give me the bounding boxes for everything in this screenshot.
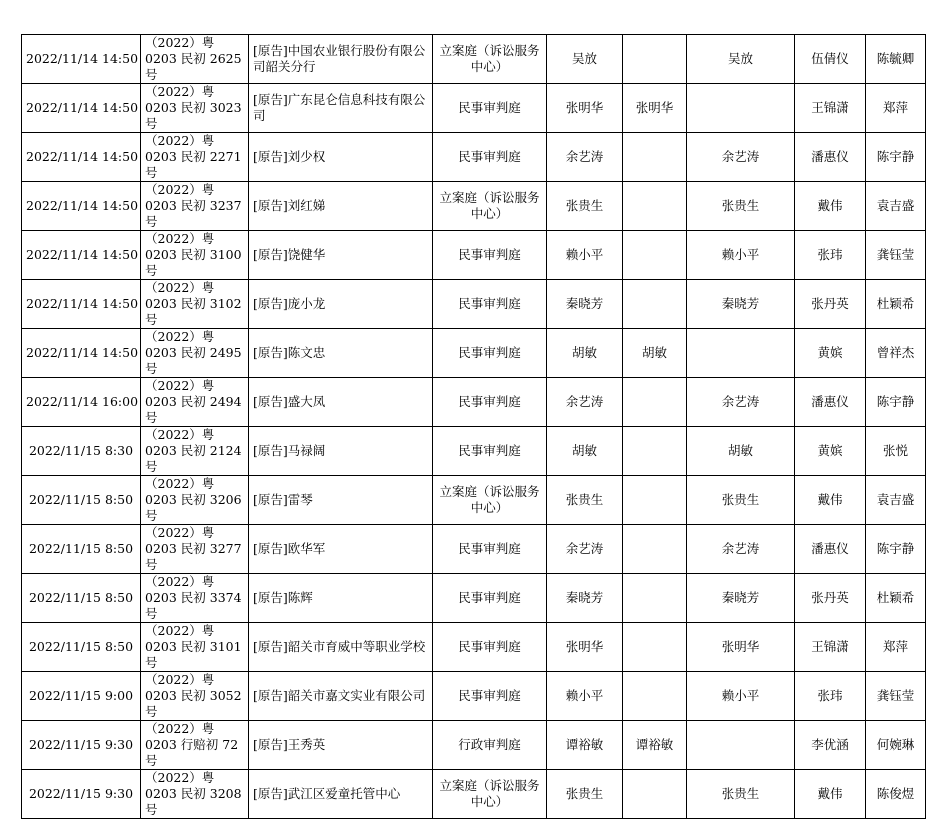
clerk-cell: 龚钰莹: [866, 672, 926, 721]
judge-cell: 张贵生: [547, 770, 623, 819]
judge-cell: 张明华: [547, 84, 623, 133]
presiding-judge-cell: [623, 623, 687, 672]
clerk-cell: 张悦: [866, 427, 926, 476]
case-number-cell: （2022）粤 0203 民初 3277 号: [141, 525, 249, 574]
tribunal-cell: 民事审判庭: [433, 329, 547, 378]
assistant-cell: 潘惠仪: [795, 378, 866, 427]
hearing-time-cell: 2022/11/15 9:30: [22, 770, 141, 819]
judge-cell: 余艺涛: [547, 378, 623, 427]
tribunal-cell: 行政审判庭: [433, 721, 547, 770]
hearing-schedule-table: [21, 34, 926, 819]
clerk-cell: 曾祥杰: [866, 329, 926, 378]
assistant-cell: 戴伟: [795, 770, 866, 819]
table-row: [22, 574, 926, 623]
assistant-cell: 戴伟: [795, 476, 866, 525]
tribunal-cell: 民事审判庭: [433, 280, 547, 329]
party-name-cell: [原告]饶健华: [249, 231, 433, 280]
case-number-cell: （2022）粤 0203 民初 3208 号: [141, 770, 249, 819]
assistant-cell: 黄嫔: [795, 329, 866, 378]
panel-member-cell: [687, 84, 795, 133]
clerk-cell: 陈宇静: [866, 133, 926, 182]
hearing-time-cell: 2022/11/14 14:50: [22, 231, 141, 280]
table-row: [22, 476, 926, 525]
party-name-cell: [原告]韶关市育威中等职业学校: [249, 623, 433, 672]
case-number-cell: （2022）粤 0203 民初 3052 号: [141, 672, 249, 721]
table-row: [22, 84, 926, 133]
table-row: [22, 35, 926, 84]
hearing-time-cell: 2022/11/15 8:50: [22, 525, 141, 574]
judge-cell: 秦晓芳: [547, 574, 623, 623]
case-number-cell: （2022）粤 0203 民初 2494 号: [141, 378, 249, 427]
clerk-cell: 杜颖希: [866, 574, 926, 623]
clerk-cell: 龚钰莹: [866, 231, 926, 280]
case-number-cell: （2022）粤 0203 民初 3206 号: [141, 476, 249, 525]
hearing-time-cell: 2022/11/14 14:50: [22, 133, 141, 182]
judge-cell: 张明华: [547, 623, 623, 672]
table-row: [22, 378, 926, 427]
hearing-time-cell: 2022/11/14 14:50: [22, 182, 141, 231]
tribunal-cell: 民事审判庭: [433, 427, 547, 476]
panel-member-cell: [687, 329, 795, 378]
hearing-time-cell: 2022/11/14 14:50: [22, 35, 141, 84]
party-name-cell: [原告]刘少权: [249, 133, 433, 182]
panel-member-cell: 胡敏: [687, 427, 795, 476]
tribunal-cell: 民事审判庭: [433, 231, 547, 280]
assistant-cell: 戴伟: [795, 182, 866, 231]
clerk-cell: 陈毓卿: [866, 35, 926, 84]
hearing-time-cell: 2022/11/15 8:50: [22, 476, 141, 525]
tribunal-cell: 立案庭（诉讼服务中心）: [433, 182, 547, 231]
party-name-cell: [原告]庞小龙: [249, 280, 433, 329]
clerk-cell: 袁吉盛: [866, 476, 926, 525]
clerk-cell: 陈宇静: [866, 525, 926, 574]
presiding-judge-cell: [623, 672, 687, 721]
judge-cell: 赖小平: [547, 672, 623, 721]
assistant-cell: 黄嫔: [795, 427, 866, 476]
case-number-cell: （2022）粤 0203 民初 3102 号: [141, 280, 249, 329]
tribunal-cell: 民事审判庭: [433, 525, 547, 574]
assistant-cell: 王锦潇: [795, 623, 866, 672]
hearing-time-cell: 2022/11/15 8:50: [22, 574, 141, 623]
hearing-time-cell: 2022/11/14 16:00: [22, 378, 141, 427]
judge-cell: 胡敏: [547, 427, 623, 476]
hearing-time-cell: 2022/11/14 14:50: [22, 84, 141, 133]
assistant-cell: 张玮: [795, 672, 866, 721]
judge-cell: 余艺涛: [547, 525, 623, 574]
table-row: [22, 182, 926, 231]
party-name-cell: [原告]陈文忠: [249, 329, 433, 378]
assistant-cell: 潘惠仪: [795, 133, 866, 182]
clerk-cell: 郑萍: [866, 623, 926, 672]
judge-cell: 吴放: [547, 35, 623, 84]
presiding-judge-cell: [623, 35, 687, 84]
judge-cell: 胡敏: [547, 329, 623, 378]
case-number-cell: （2022）粤 0203 民初 3023 号: [141, 84, 249, 133]
assistant-cell: 张丹英: [795, 280, 866, 329]
presiding-judge-cell: [623, 133, 687, 182]
tribunal-cell: 立案庭（诉讼服务中心）: [433, 35, 547, 84]
tribunal-cell: 民事审判庭: [433, 84, 547, 133]
clerk-cell: 何婉琳: [866, 721, 926, 770]
clerk-cell: 杜颖希: [866, 280, 926, 329]
hearing-time-cell: 2022/11/15 9:30: [22, 721, 141, 770]
panel-member-cell: 赖小平: [687, 231, 795, 280]
presiding-judge-cell: 张明华: [623, 84, 687, 133]
judge-cell: 余艺涛: [547, 133, 623, 182]
case-number-cell: （2022）粤 0203 民初 2271 号: [141, 133, 249, 182]
table-row: [22, 721, 926, 770]
judge-cell: 谭裕敏: [547, 721, 623, 770]
panel-member-cell: 张贵生: [687, 182, 795, 231]
judge-cell: 张贵生: [547, 476, 623, 525]
panel-member-cell: 张明华: [687, 623, 795, 672]
assistant-cell: 伍倩仪: [795, 35, 866, 84]
presiding-judge-cell: 胡敏: [623, 329, 687, 378]
panel-member-cell: 张贵生: [687, 476, 795, 525]
presiding-judge-cell: [623, 574, 687, 623]
party-name-cell: [原告]刘红娣: [249, 182, 433, 231]
clerk-cell: 郑萍: [866, 84, 926, 133]
assistant-cell: 王锦潇: [795, 84, 866, 133]
panel-member-cell: 余艺涛: [687, 378, 795, 427]
case-number-cell: （2022）粤 0203 民初 3100 号: [141, 231, 249, 280]
assistant-cell: 潘惠仪: [795, 525, 866, 574]
judge-cell: 赖小平: [547, 231, 623, 280]
party-name-cell: [原告]马禄阔: [249, 427, 433, 476]
table-row: [22, 770, 926, 819]
presiding-judge-cell: [623, 770, 687, 819]
clerk-cell: 陈俊煜: [866, 770, 926, 819]
table-row: [22, 427, 926, 476]
panel-member-cell: 张贵生: [687, 770, 795, 819]
party-name-cell: [原告]武江区爱童托管中心: [249, 770, 433, 819]
tribunal-cell: 民事审判庭: [433, 574, 547, 623]
tribunal-cell: 立案庭（诉讼服务中心）: [433, 476, 547, 525]
hearing-time-cell: 2022/11/15 8:50: [22, 623, 141, 672]
presiding-judge-cell: [623, 525, 687, 574]
table-row: [22, 280, 926, 329]
hearing-time-cell: 2022/11/15 8:30: [22, 427, 141, 476]
table-row: [22, 133, 926, 182]
presiding-judge-cell: [623, 476, 687, 525]
case-number-cell: （2022）粤 0203 行赔初 72 号: [141, 721, 249, 770]
tribunal-cell: 民事审判庭: [433, 623, 547, 672]
judge-cell: 秦晓芳: [547, 280, 623, 329]
panel-member-cell: 秦晓芳: [687, 574, 795, 623]
clerk-cell: 袁吉盛: [866, 182, 926, 231]
panel-member-cell: 赖小平: [687, 672, 795, 721]
table-row: [22, 329, 926, 378]
case-number-cell: （2022）粤 0203 民初 2495 号: [141, 329, 249, 378]
party-name-cell: [原告]陈辉: [249, 574, 433, 623]
tribunal-cell: 民事审判庭: [433, 133, 547, 182]
tribunal-cell: 民事审判庭: [433, 672, 547, 721]
panel-member-cell: 余艺涛: [687, 525, 795, 574]
party-name-cell: [原告]欧华军: [249, 525, 433, 574]
case-number-cell: （2022）粤 0203 民初 3374 号: [141, 574, 249, 623]
panel-member-cell: 吴放: [687, 35, 795, 84]
panel-member-cell: 余艺涛: [687, 133, 795, 182]
panel-member-cell: 秦晓芳: [687, 280, 795, 329]
hearing-time-cell: 2022/11/15 9:00: [22, 672, 141, 721]
assistant-cell: 张玮: [795, 231, 866, 280]
presiding-judge-cell: [623, 231, 687, 280]
presiding-judge-cell: [623, 182, 687, 231]
judge-cell: 张贵生: [547, 182, 623, 231]
presiding-judge-cell: [623, 378, 687, 427]
case-number-cell: （2022）粤 0203 民初 2625 号: [141, 35, 249, 84]
party-name-cell: [原告]韶关市嘉文实业有限公司: [249, 672, 433, 721]
table-row: [22, 672, 926, 721]
party-name-cell: [原告]盛大凤: [249, 378, 433, 427]
case-number-cell: （2022）粤 0203 民初 2124 号: [141, 427, 249, 476]
table-row: [22, 231, 926, 280]
party-name-cell: [原告]广东昆仑信息科技有限公司: [249, 84, 433, 133]
party-name-cell: [原告]雷琴: [249, 476, 433, 525]
tribunal-cell: 民事审判庭: [433, 378, 547, 427]
assistant-cell: 李优涵: [795, 721, 866, 770]
panel-member-cell: [687, 721, 795, 770]
party-name-cell: [原告]王秀英: [249, 721, 433, 770]
hearing-time-cell: 2022/11/14 14:50: [22, 329, 141, 378]
assistant-cell: 张丹英: [795, 574, 866, 623]
tribunal-cell: 立案庭（诉讼服务中心）: [433, 770, 547, 819]
hearing-time-cell: 2022/11/14 14:50: [22, 280, 141, 329]
table-row: [22, 525, 926, 574]
case-number-cell: （2022）粤 0203 民初 3237 号: [141, 182, 249, 231]
table-row: [22, 623, 926, 672]
presiding-judge-cell: [623, 280, 687, 329]
presiding-judge-cell: [623, 427, 687, 476]
case-number-cell: （2022）粤 0203 民初 3101 号: [141, 623, 249, 672]
clerk-cell: 陈宇静: [866, 378, 926, 427]
party-name-cell: [原告]中国农业银行股份有限公司韶关分行: [249, 35, 433, 84]
presiding-judge-cell: 谭裕敏: [623, 721, 687, 770]
